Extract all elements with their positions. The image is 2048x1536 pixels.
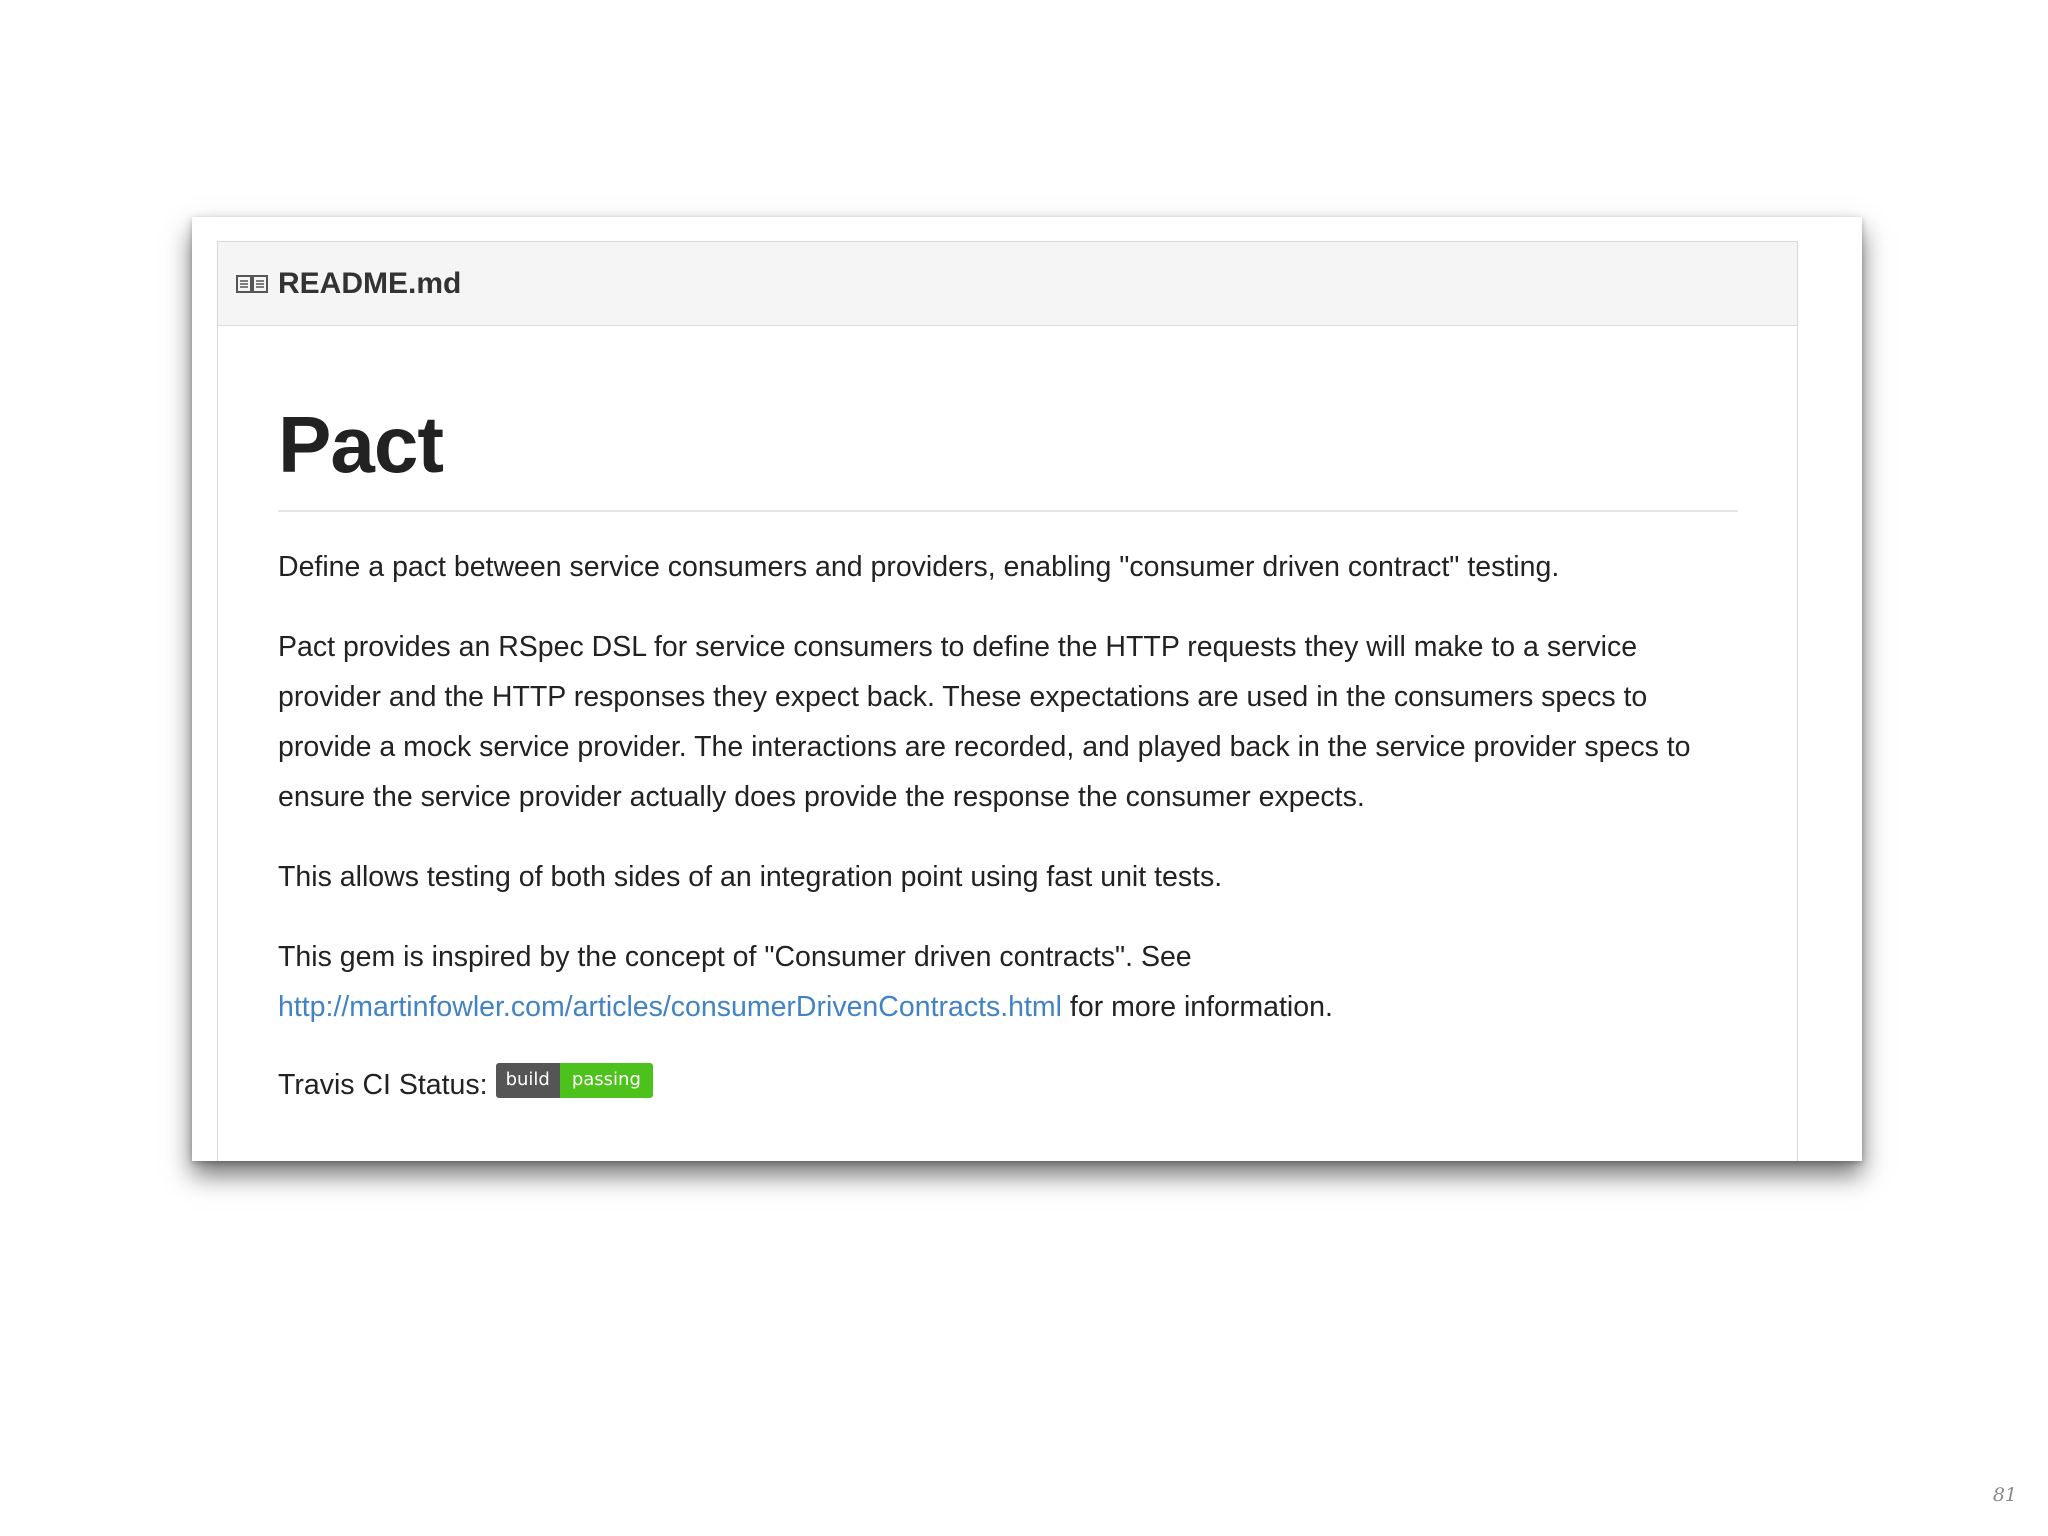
martinfowler-link[interactable]: http://martinfowler.com/articles/consumerDrivenContracts.html	[278, 991, 1063, 1023]
book-icon	[236, 274, 268, 294]
readme-body	[218, 326, 1797, 1110]
readme-filename: README.md	[278, 266, 462, 300]
screenshot-frame	[192, 217, 1862, 1161]
readme-panel	[217, 241, 1798, 1161]
build-status-badge[interactable]	[496, 1063, 653, 1098]
badge-passing-label: passing	[560, 1063, 653, 1098]
slide-page-number: 81	[1992, 1484, 2017, 1506]
badge-build-label: build	[496, 1063, 560, 1098]
travis-status-line	[278, 1060, 1737, 1110]
travis-status-label: Travis CI Status:	[278, 1069, 488, 1101]
inspiration-text-after: for more information.	[1062, 991, 1333, 1023]
benefit-paragraph: This allows testing of both sides of an integration point using fast unit tests.	[278, 861, 1223, 893]
readme-header	[218, 242, 1797, 326]
inspiration-paragraph	[278, 932, 1737, 1032]
description-paragraph: Pact provides an RSpec DSL for service consumers to define the HTTP requests they will make to a service provider and the HTTP responses they expect back. These expectations are used in the consumers specs to provide a mock service provider. The interactions are recorded, and played back in the service provider specs to ensure the service provider actually does provide the response the consumer expects.	[278, 631, 1691, 813]
intro-paragraph: Define a pact between service consumers and providers, enabling "consumer driven contract" testing.	[278, 551, 1560, 583]
page-title: Pact	[278, 400, 443, 489]
heading-divider	[278, 510, 1738, 512]
inspiration-text: This gem is inspired by the concept of "Consumer driven contracts". See	[278, 941, 1192, 973]
